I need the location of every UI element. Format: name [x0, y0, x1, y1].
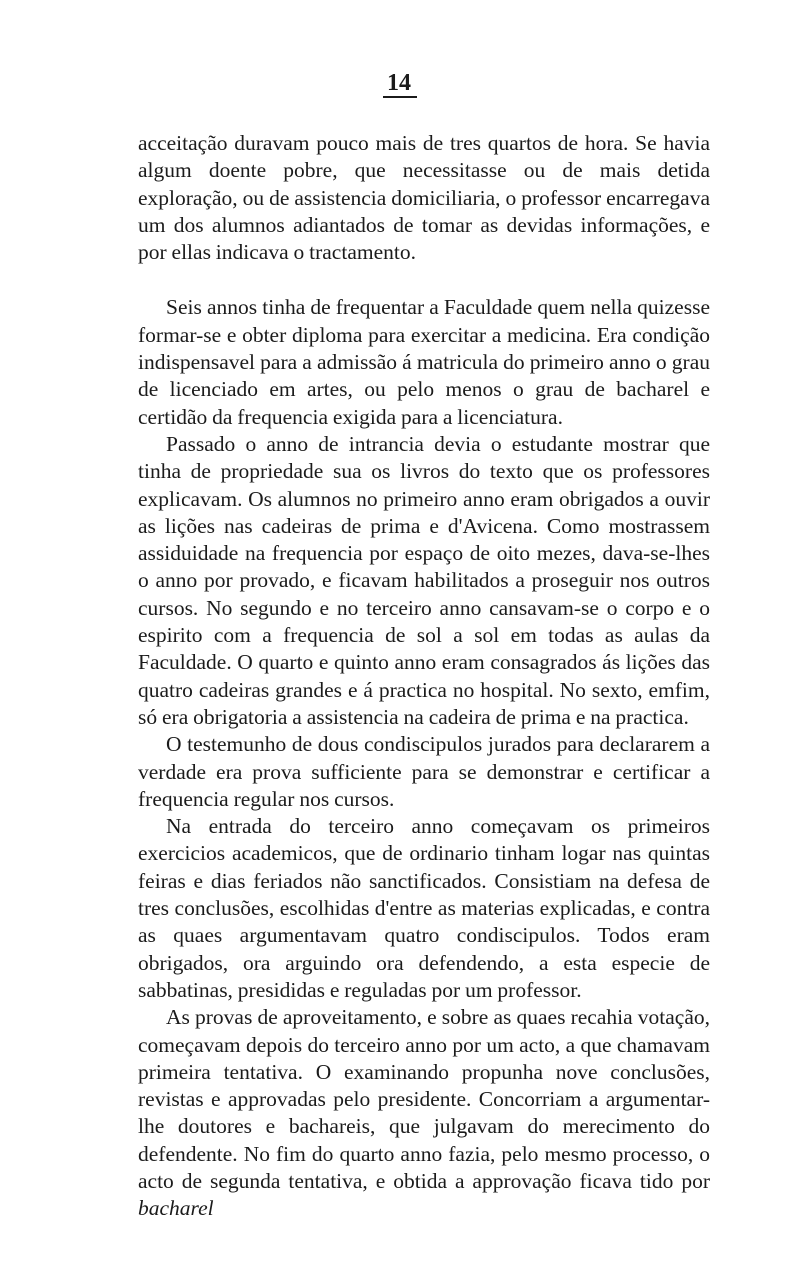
- paragraph-2: Seis annos tinha de frequentar a Faculdade quem nella quizesse formar-se e obter diploma para exercitar a medicina. Era condição indispensavel para a admissão á matricula do primeiro anno o grau de licenciado em artes, ou pelo menos o grau de bacharel e certidão da frequencia exigida para a licenciatura.: [138, 295, 710, 429]
- paragraph-1: acceitação duravam pouco mais de tres quartos de hora. Se havia algum doente pobre, que necessitasse ou de mais detida exploração, ou de assistencia domiciliaria, o professor encarregava um dos alumnos adiantados de tomar as devidas informações, e por ellas indicava o tractamento.: [138, 131, 710, 265]
- paragraph-6-text: As provas de aproveitamento, e sobre as quaes recahia votação, começavam depois do terceiro anno por um acto, a que chamavam primeira tentativa. O examinando propunha nove conclusões, revistas e approvadas pelo presidente. Concorriam a argumentar-lhe doutores e bachareis, que julgavam do merecimento do defendente. No fim do quarto anno fazia, pelo mesmo processo, o acto de segunda tentativa, e obtida a approvação ficava tido por: [138, 1005, 710, 1193]
- paragraph-5: Na entrada do terceiro anno começavam os primeiros exercicios academicos, que de ordinario tinham logar nas quintas feiras e dias feriados não sanctificados. Consistiam na defesa de tres conclusões, escolhidas d'entre as materias explicadas, e contra as quaes argumentavam quatro condiscipulos. Todos eram obrigados, ora arguindo ora defendendo, a esta especie de sabbatinas, presididas e reguladas por um professor.: [138, 814, 710, 1002]
- paragraph-6: [138, 1004, 710, 1222]
- paragraph-4: O testemunho de dous condiscipulos jurados para declararem a verdade era prova sufficiente para se demonstrar e certificar a frequencia regular nos cursos.: [138, 732, 710, 811]
- paragraph-6-italic-word: bacharel: [138, 1196, 214, 1221]
- paragraph-3: Passado o anno de intrancia devia o estudante mostrar que tinha de propriedade sua os livros do texto que os professores explicavam. Os alumnos no primeiro anno eram obrigados a ouvir as lições nas cadeiras de prima e d'Avicena. Como mostrassem assiduidade na frequencia por espaço de oito mezes, dava-se-lhes o anno por provado, e ficavam habilitados a proseguir nos outros cursos. No segundo e no terceiro anno cansavam-se o corpo e o espirito com a frequencia de sol a sol em todas as aulas da Faculdade. O quarto e quinto anno eram consagrados ás lições das quatro cadeiras grandes e á practica no hospital. No sexto, emfim, só era obrigatoria a assistencia na cadeira de prima e na practica.: [138, 431, 710, 729]
- body-text: [138, 130, 710, 1223]
- page-number: 14: [383, 70, 417, 98]
- page-number-header: [0, 70, 800, 98]
